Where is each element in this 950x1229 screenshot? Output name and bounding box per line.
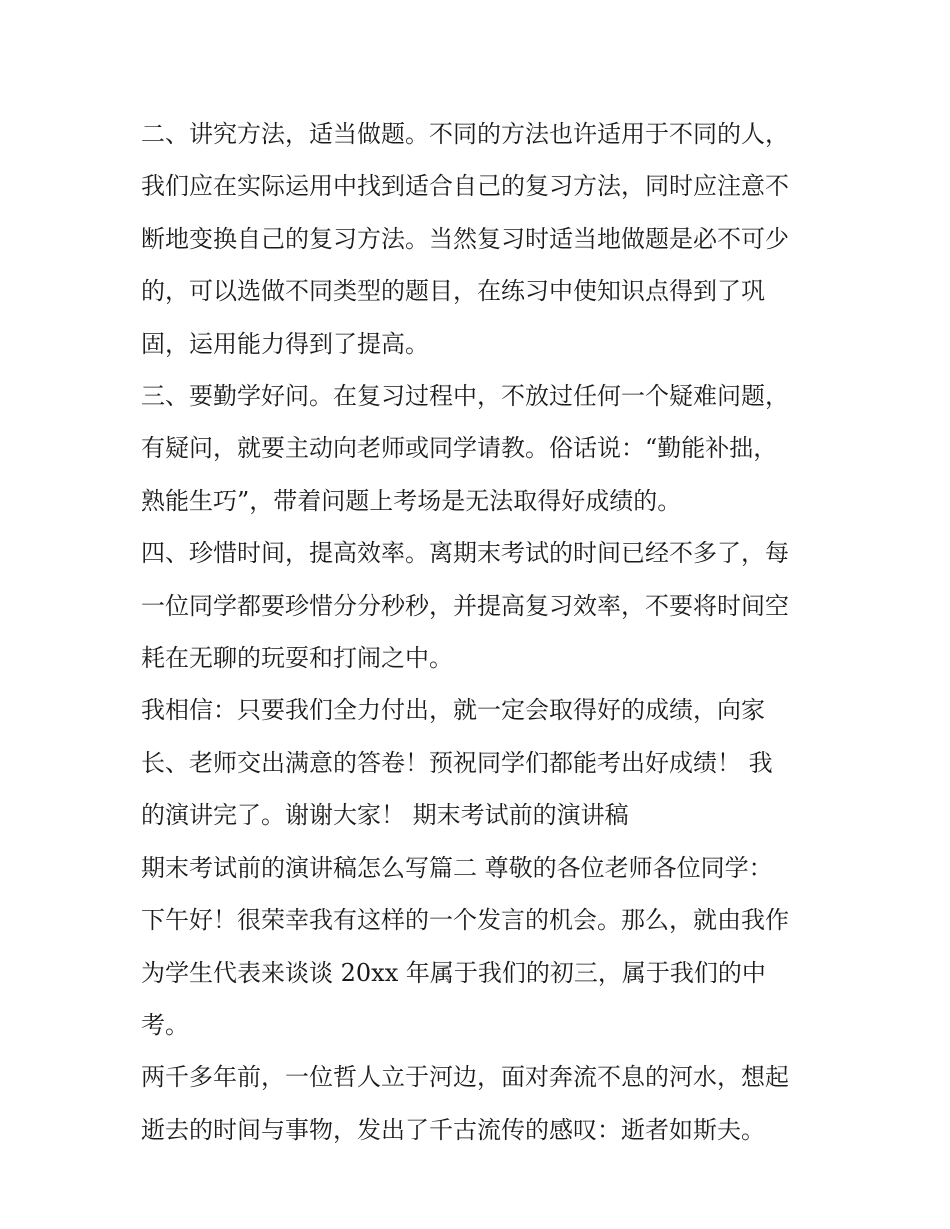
paragraph-ask-questions [141,370,821,527]
paragraph-philosopher [141,1051,821,1156]
text-line: 的，可以选做不同类型的题目，在练习中使知识点得到了巩 [141,277,765,306]
text-line: 考。 [141,1010,189,1039]
text-line: 我相信：只要我们全力付出，就一定会取得好的成绩，向家 [141,696,765,725]
text-line: 固，运用能力得到了提高。 [141,329,429,358]
text-line: 长、老师交出满意的答卷！预祝同学们都能考出好成绩！ 我 [141,748,773,777]
text-line: 二、讲究方法，适当做题。不同的方法也许适用于不同的人， [141,120,789,148]
text-line: 有疑问，就要主动向老师或同学请教。俗话说：“勤能补拙， [141,434,778,463]
text-line: 的演讲完了。谢谢大家！ 期末考试前的演讲稿 [141,801,629,830]
text-line: 两千多年前，一位哲人立于河边，面对奔流不息的河水，想起 [141,1063,789,1092]
text-line: 熟能生巧”，带着问题上考场是无法取得好成绩的。 [141,486,682,515]
text-line: 逝去的时间与事物，发出了千古流传的感叹：逝者如斯夫。 [141,1115,765,1144]
text-line: 我们应在实际运用中找到适合自己的复习方法，同时应注意不 [141,172,789,201]
text-line: 为学生代表来谈谈 20xx 年属于我们的初三，属于我们的中 [141,958,766,987]
paragraph-method [141,108,821,370]
paragraph-closing [141,684,821,841]
paragraph-time [141,527,821,684]
text-line: 一位同学都要珍惜分分秒秒，并提高复习效率，不要将时间空 [141,591,789,620]
document-body [141,108,821,1156]
paragraph-section-heading [141,842,821,894]
text-line: 四、珍惜时间，提高效率。离期末考试的时间已经不多了，每 [141,539,789,568]
text-line: 断地变换自己的复习方法。当然复习时适当地做题是必不可少 [141,224,789,253]
text-line: 期末考试前的演讲稿怎么写篇二 尊敬的各位老师各位同学： [141,853,773,882]
text-line: 下午好！很荣幸我有这样的一个发言的机会。那么，就由我作 [141,906,789,935]
text-line: 三、要勤学好问。在复习过程中，不放过任何一个疑难问题， [141,382,789,411]
text-line: 耗在无聊的玩耍和打闹之中。 [141,644,453,673]
paragraph-greeting [141,894,821,1051]
